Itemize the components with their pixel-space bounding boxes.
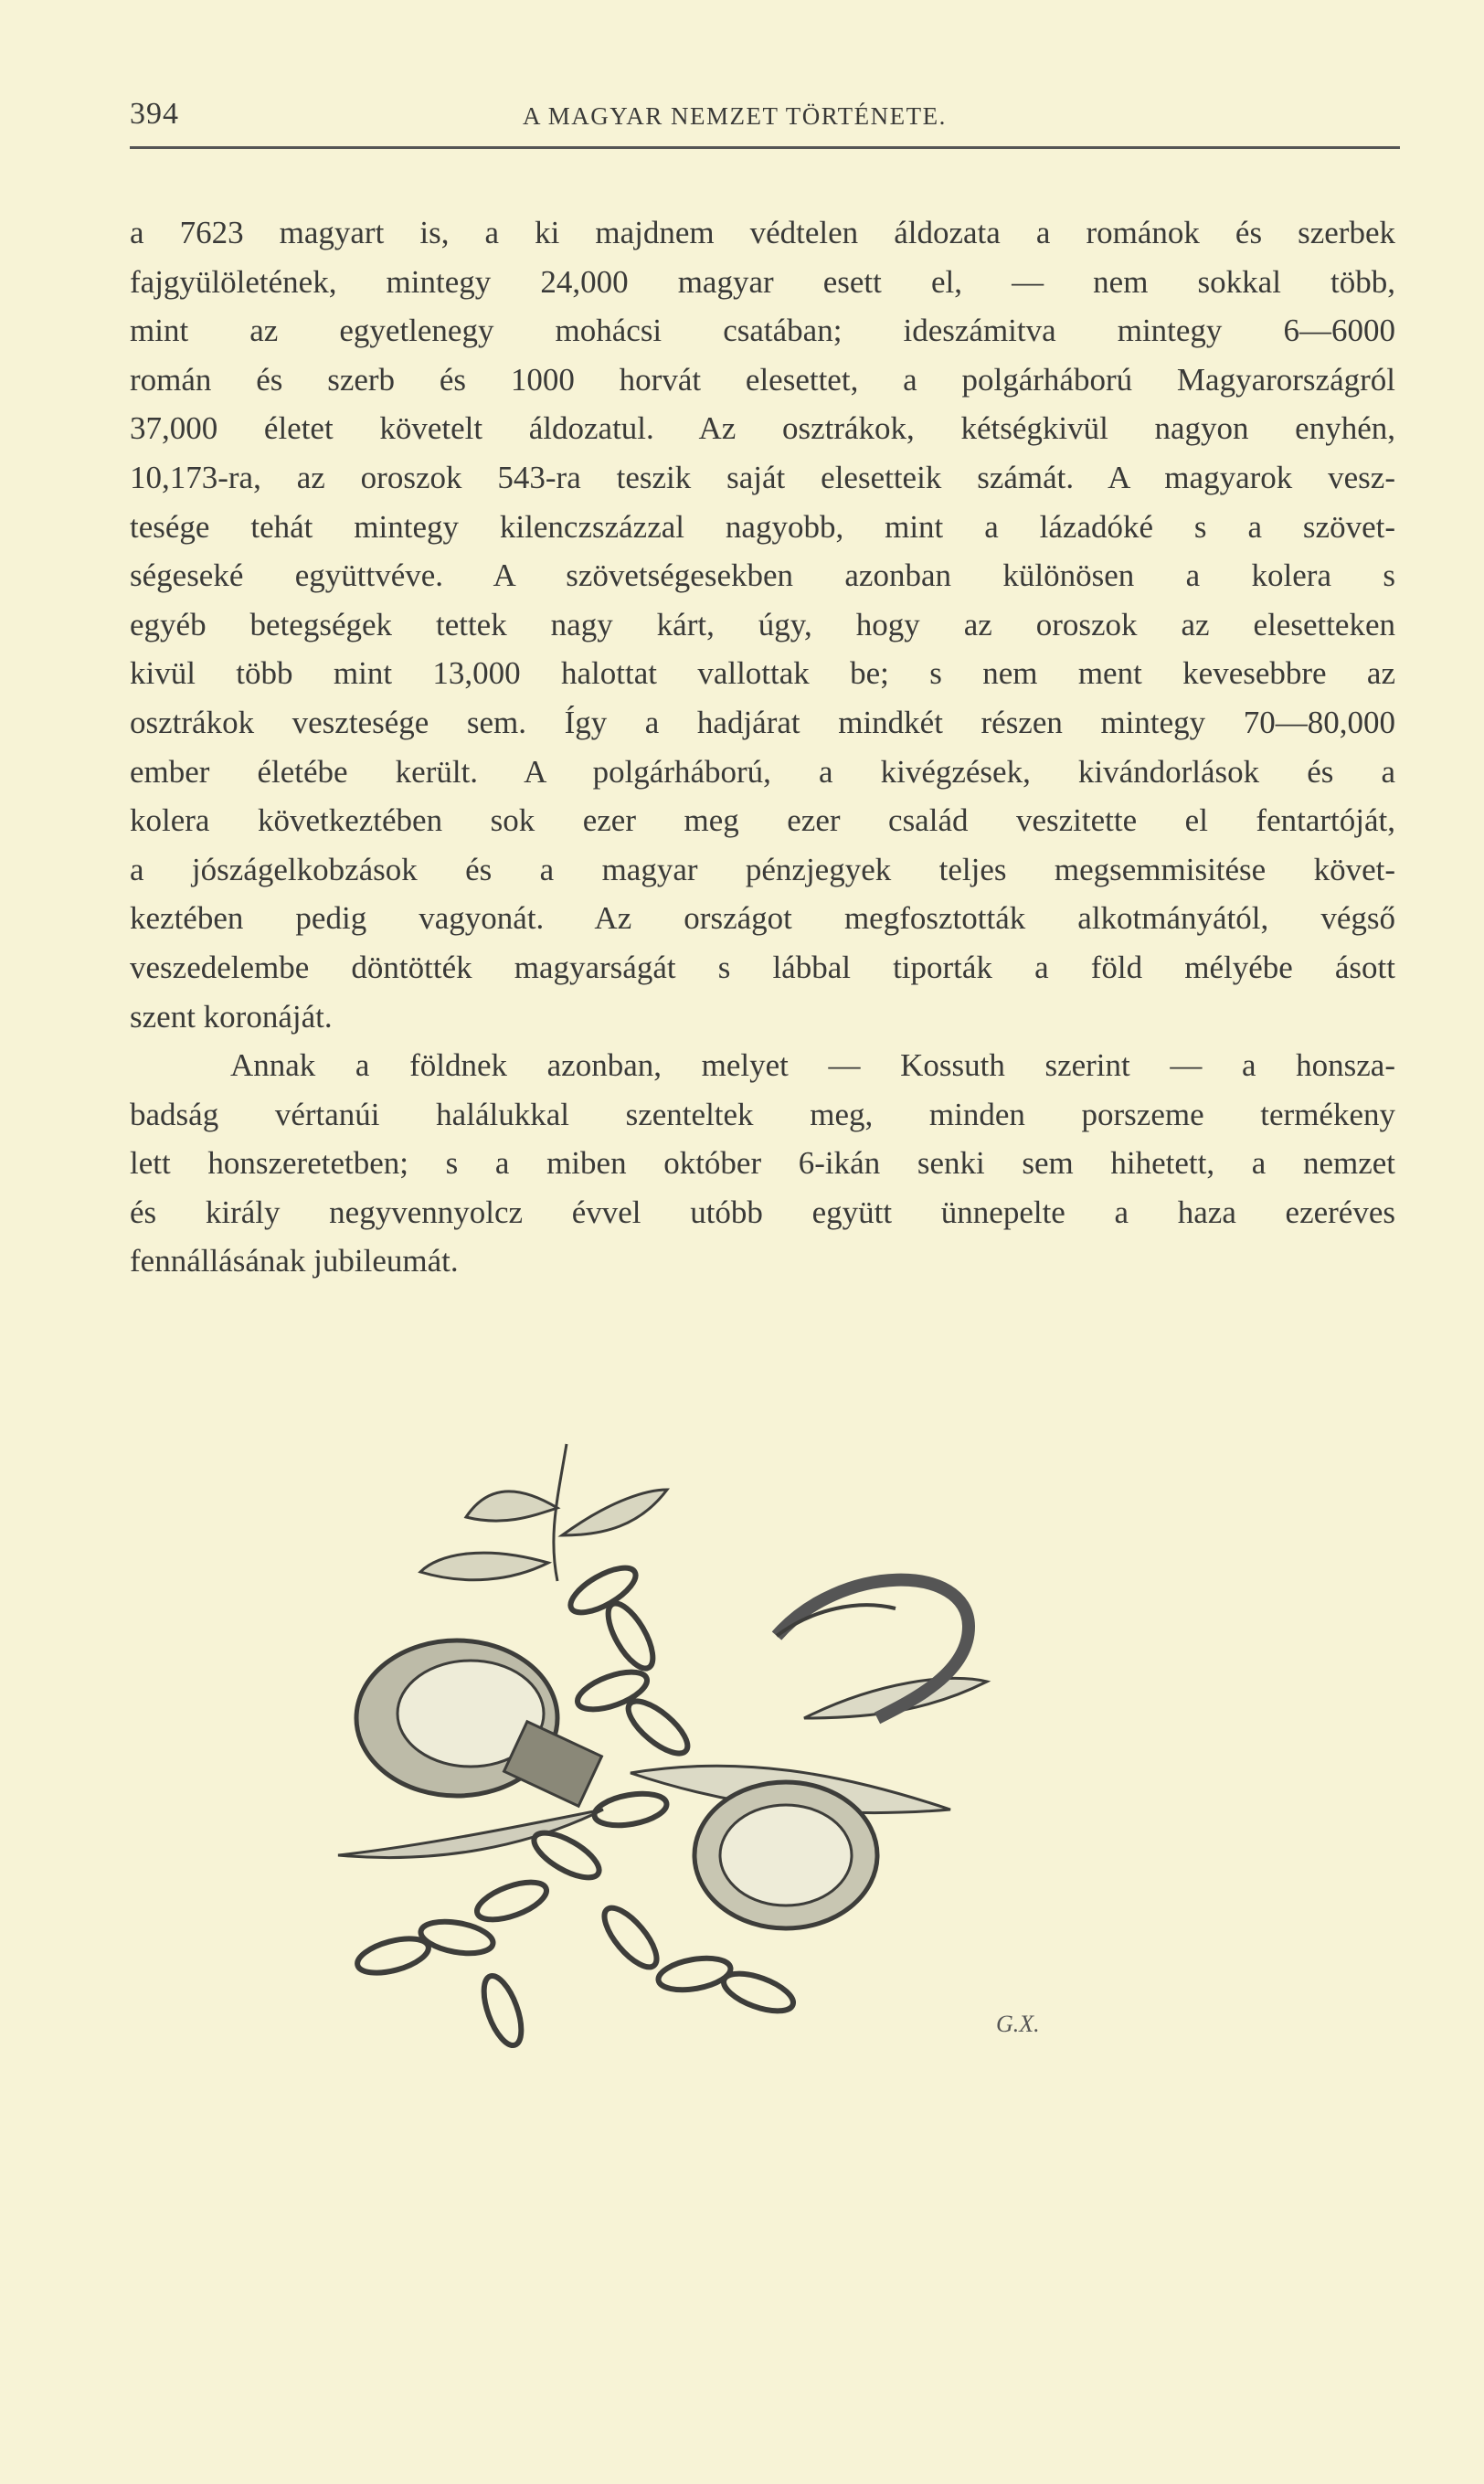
page-number: 394 [130, 97, 179, 131]
text-line: veszedelembe döntötték magyarságát s lábbal tiporták a föld mélyébe ásott [130, 949, 1395, 985]
text-line: ségeseké együttvéve. A szövetségesekben azonban különösen a kolera s [130, 557, 1395, 594]
illustrator-signature: G.X. [996, 2011, 1040, 2037]
text-line: és király negyvennyolcz évvel utóbb együtt ünnepelte a haza ezeréves [130, 1194, 1395, 1230]
running-title: A MAGYAR NEMZET TÖRTÉNETE. [523, 102, 947, 130]
text-line: Annak a földnek azonban, melyet — Kossuth szerint — a honsza- [230, 1047, 1395, 1084]
text-line: 10,173-ra, az oroszok 543-ra teszik saját elesetteik számát. A magyarok vesz- [130, 459, 1395, 495]
shackles-chain-illustration [329, 1426, 1206, 2102]
text-line: román és szerb és 1000 horvát elesettet, a polgárháború Magyarországról [130, 361, 1395, 398]
text-line: ember életébe került. A polgárháború, a kivégzések, kivándorlások és a [130, 753, 1395, 790]
text-line: keztében pedig vagyonát. Az országot megfosztották alkotmányától, végső [130, 900, 1395, 937]
text-line: mint az egyetlenegy mohácsi csatában; ideszámitva mintegy 6—6000 [130, 313, 1395, 349]
text-line: szent koronáját. [130, 998, 333, 1035]
text-line: osztrákok vesztesége sem. Így a hadjárat mindkét részen mintegy 70—80,000 [130, 704, 1395, 740]
text-line: badság vértanúi halálukkal szenteltek meg, minden porszeme termékeny [130, 1096, 1395, 1132]
text-line: tesége tehát mintegy kilenczszázzal nagyobb, mint a lázadóké s a szövet- [130, 508, 1395, 545]
text-line: kivül több mint 13,000 halottat vallottak be; s nem ment kevesebbre az [130, 655, 1395, 692]
running-header [130, 91, 1400, 137]
text-line: a 7623 magyart is, a ki majdnem védtelen áldozata a románok és szerbek [130, 215, 1395, 250]
header-rule [130, 146, 1400, 149]
text-line: a jószágelkobzások és a magyar pénzjegyek teljes megsemmisitése követ- [130, 851, 1395, 887]
text-line: egyéb betegségek tettek nagy kárt, úgy, hogy az oroszok az elesetteken [130, 606, 1395, 642]
text-line: lett honszeretetben; s a miben október 6-ikán senki sem hihetett, a nemzet [130, 1145, 1395, 1182]
text-line: 37,000 életet követelt áldozatul. Az osztrákok, kétségkivül nagyon enyhén, [130, 410, 1395, 447]
text-line: fajgyülöletének, mintegy 24,000 magyar esett el, — nem sokkal több, [130, 263, 1395, 300]
text-line: kolera következtében sok ezer meg ezer család veszitette el fentartóját, [130, 802, 1395, 839]
text-line: fennállásának jubileumát. [130, 1243, 459, 1279]
body-text [130, 208, 1395, 1286]
